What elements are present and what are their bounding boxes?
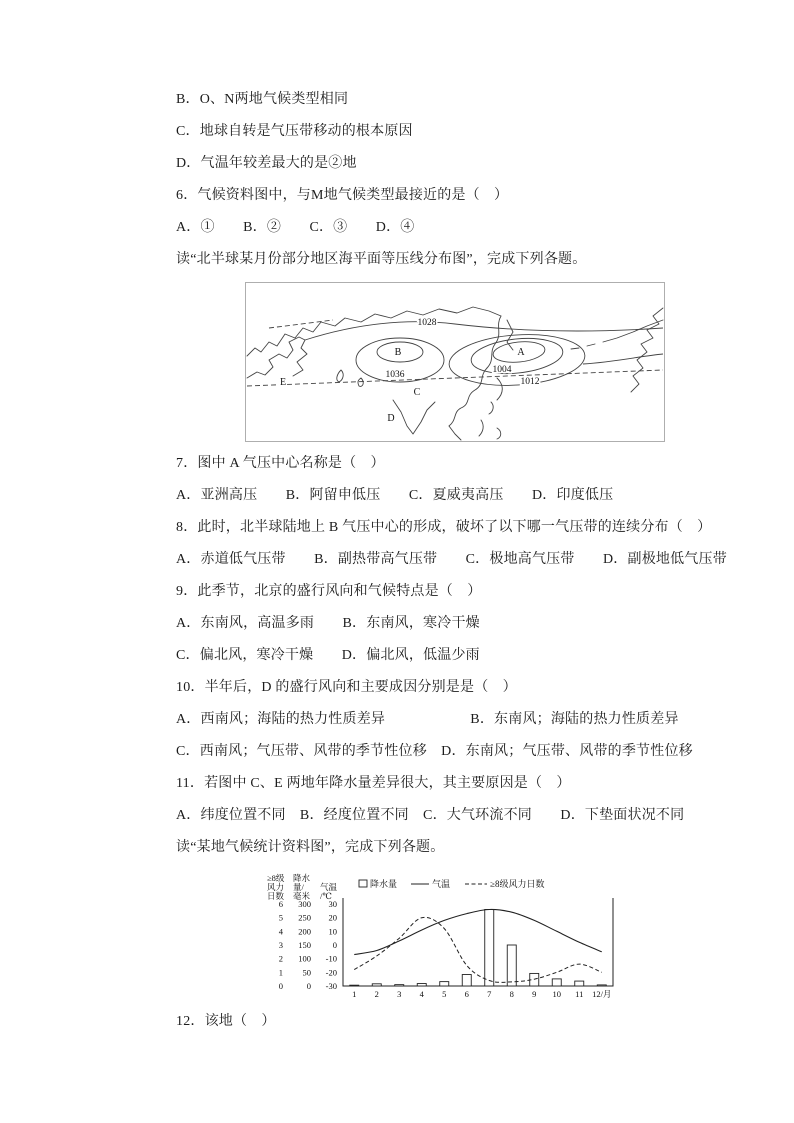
axis-header-precip: 毫米 [293,891,311,901]
tick-precip: 150 [298,940,311,950]
question-5-option-b: B．O、N两地气候类型相同 [176,92,349,107]
map-label-a: A [517,347,525,358]
tick-wind: 5 [278,912,283,923]
climate-chart-figure [263,872,623,1002]
question-10-stem: 10．半年后，D 的盛行风向和主要成因分别是是（ ） [176,680,517,695]
coastline-scandinavia [247,337,307,378]
chart-intro-text: 读“某地气候统计资料图”，完成下列各题。 [176,840,445,855]
tick-wind: 6 [278,899,283,909]
month-tick: 12/月 [592,989,612,999]
tick-wind: 0 [278,981,283,991]
tick-wind: 4 [278,926,283,937]
month-tick: 10 [552,989,561,999]
month-tick: 7 [487,989,492,999]
legend-precip-label: 降水量 [370,879,398,889]
map-labels [280,318,540,424]
coastline-japan [497,378,502,400]
tick-precip: 0 [306,981,311,991]
axis-header-precip: 降水 [293,873,311,883]
precip-bar [395,985,404,986]
coastline-indochina [449,426,461,440]
precip-bar [552,979,561,986]
month-tick: 9 [532,989,537,999]
tick-wind: 2 [278,953,283,964]
tick-temp: 0 [332,940,337,950]
question-5-option-d: D．气温年较差最大的是②地 [176,156,357,171]
aleutian-island-1 [587,344,595,346]
tick-precip: 50 [302,967,311,978]
question-6-stem: 6．气候资料图中，与M地气候类型最接近的是（ ） [176,188,509,203]
month-tick: 3 [397,989,402,999]
question-6-options: A．① B．② C．③ D．④ [176,220,415,235]
question-7-options: A．亚洲高压 B．阿留申低压 C．夏威夷高压 D．印度低压 [176,488,614,503]
month-tick: 4 [419,989,424,999]
map-intro-text: 读“北半球某月份部分地区海平面等压线分布图”，完成下列各题。 [176,252,587,267]
question-10-options-ab: A．西南风；海陆的热力性质差异 B．东南风；海陆的热力性质差异 [176,712,679,727]
precip-bar [485,909,494,986]
tick-temp: 20 [328,912,337,923]
question-5-option-c: C．地球自转是气压带移动的根本原因 [176,124,413,139]
coastline-india [393,400,435,434]
map-label-e: E [279,377,287,388]
coastline-ryukyu [489,402,493,414]
island-borneo [497,428,501,439]
coastline-north-america [631,308,663,392]
question-10-options-cd: C．西南风；气压带、风带的季节性位移 D．东南风；气压带、风带的季节性位移 [176,744,693,759]
coastlines [247,307,663,440]
month-tick: 1 [352,989,357,999]
axis-header-precip: 量/ [293,882,304,892]
tick-wind: 1 [278,967,283,978]
tick-precip: 250 [298,912,311,923]
question-12-stem: 12．该地（ ） [176,1014,276,1029]
precip-bar [372,984,381,986]
tick-precip: 100 [298,953,311,964]
tick-temp: -30 [325,981,337,991]
map-label-1036: 1036 [385,370,405,380]
island-philippines [479,420,483,436]
isobars [305,322,663,390]
lake-balkhash [358,378,363,386]
map-label-c: C [413,387,421,398]
precip-bar [417,984,426,986]
axis-header-wind: 日数 [267,891,285,901]
latitude-line-upper [269,320,333,328]
legend-bar-swatch [359,880,367,887]
axis-header-wind: ≥8级 [267,873,285,883]
isobar-open-east [583,354,663,364]
isobar-map [245,282,665,442]
question-9-options-cd: C．偏北风，寒冷干燥 D．偏北风，低温少雨 [176,648,480,663]
tick-temp: 10 [328,926,337,937]
tick-temp: 30 [328,899,337,909]
question-9-stem: 9．此季节，北京的盛行风向和气候特点是（ ） [176,584,482,599]
map-label-d: D [387,413,395,424]
climate-chart [263,872,623,1002]
month-tick: 5 [442,989,447,999]
axis-header-wind: 风力 [267,882,285,892]
tick-precip: 300 [298,899,311,909]
aleutian-island-2 [571,348,579,349]
axis-header-temp: /℃ [320,891,332,901]
map-label-1028: 1028 [417,318,437,328]
tick-temp: -20 [325,967,337,978]
question-11-options: A．纬度位置不同 B．经度位置不同 C．大气环流不同 D．下垫面状况不同 [176,808,685,823]
document-body [176,84,732,1038]
wind-dashed-line [354,917,602,982]
month-tick: 8 [509,989,514,999]
question-11-stem: 11．若图中 C、E 两地年降水量差异很大，其主要原因是（ ） [176,776,571,791]
lake-caspian [337,370,343,382]
isobar-map-figure [245,282,665,442]
temp-line [354,909,602,954]
question-8-options: A．赤道低气压带 B．副热带高气压带 C．极地高气压带 D．副极地低气压带 [176,552,727,567]
legend-temp-label: 气温 [432,879,451,889]
tick-precip: 200 [298,926,311,937]
coastline-alaska-peninsula [603,320,663,342]
precip-bar [440,982,449,986]
precip-bar [350,985,359,986]
month-tick: 11 [575,989,584,999]
question-7-stem: 7．图中 A 气压中心名称是（ ） [176,456,385,471]
question-8-stem: 8．此时，北半球陆地上 B 气压中心的形成，破坏了以下哪一气压带的连续分布（ ） [176,520,712,535]
precip-bar [575,981,584,986]
axis-header-temp: 气温 [320,882,338,892]
precip-bar [597,985,606,986]
map-label-1012: 1012 [520,377,540,387]
isobar-line-1028 [305,322,663,340]
question-9-options-ab: A．东南风，高温多雨 B．东南风，寒冷干燥 [176,616,480,631]
map-label-1004: 1004 [492,365,512,375]
tick-wind: 3 [278,940,283,950]
month-tick: 6 [464,989,469,999]
latitude-line-main [247,370,663,386]
tick-temp: -10 [325,953,337,964]
legend-wind-label: ≥8级风力日数 [490,879,545,889]
precip-bar [462,975,471,986]
precip-bar [507,945,516,986]
coastline-north-eurasia [247,307,501,356]
map-label-b: B [394,347,402,358]
month-tick: 2 [374,989,379,999]
